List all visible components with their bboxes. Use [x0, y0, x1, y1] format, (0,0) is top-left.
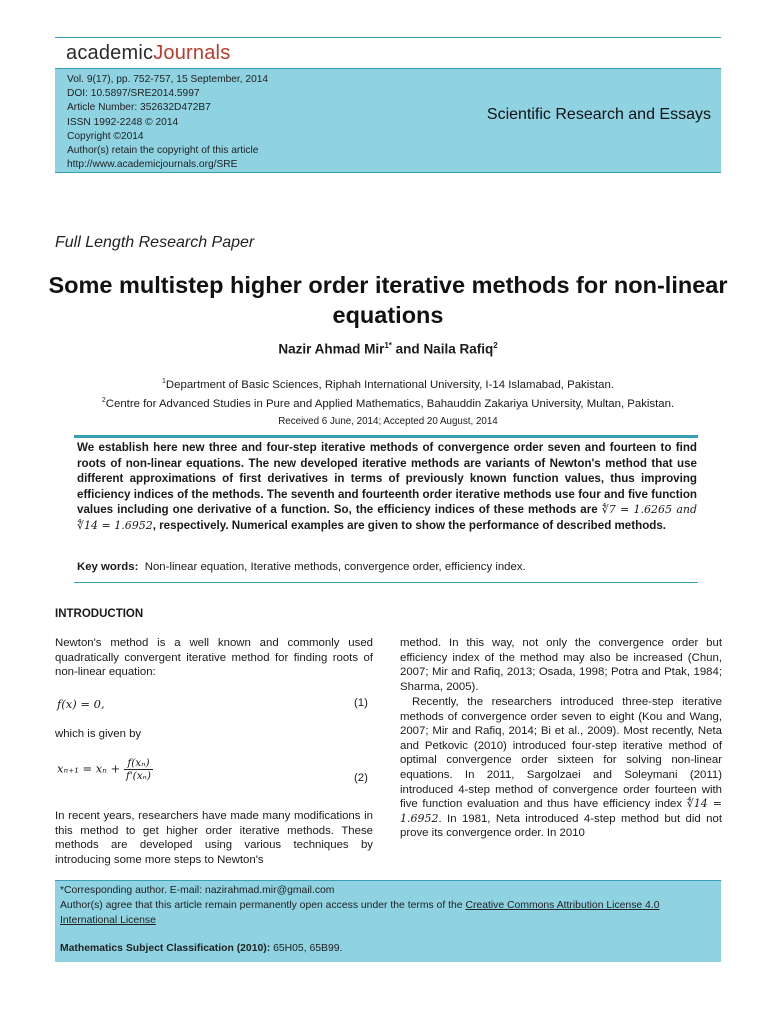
author-name: Naila Rafiq — [423, 341, 494, 357]
equation-number: (1) — [354, 697, 368, 709]
meta-line: DOI: 10.5897/SRE2014.5997 — [67, 88, 200, 100]
article-metadata — [67, 73, 268, 172]
article-info-box — [55, 68, 721, 173]
equation-number: (2) — [354, 772, 368, 784]
paper-title: Some multistep higher order iterative methods for non-linear equations — [48, 272, 728, 328]
body-paragraph: Newton's method is a well known and commonly used quadratically convergent iterative method for finding roots of non-linear equation: — [55, 637, 373, 679]
body-paragraph: method. In this way, not only the convergence order but efficiency index of the method may also be increased (Chun, 2007; Mir and Rafiq, 2013; Osada, 1998; Potra and Ptak, 1984; Sharma, 2005). — [400, 637, 722, 693]
author-affiliation-mark: 2 — [493, 341, 498, 350]
abstract-bottom-rule — [74, 582, 698, 583]
keywords-list: Non-linear equation, Iterative methods, convergence order, efficiency index. — [144, 561, 526, 573]
meta-line: ISSN 1992-2248 © 2014 — [67, 116, 179, 128]
abstract: We establish here new three and four-step iterative methods of convergence order seven and fourteen to find roots of non-linear equations. The new developed iterative methods are variants of Newton's method that use different approximations of first derivatives in terms of previously known function values, thus improving efficiency indices of the methods. The seventh and fourteenth order iterative methods use four and five function values including one derivative of a function. So, the efficiency indices of these methods are ∜7 = 1.6265 and ∜14 = 1.6952, respectively. Numerical examples are given to show the performance of described methods. — [77, 441, 698, 532]
footnote-box — [55, 880, 721, 962]
body-paragraph: In recent years, researchers have made many modifications in this method to get higher order iterative methods. These methods are developed using various techniques by introducing some more steps to Newton's — [55, 810, 373, 866]
license-note: Author(s) agree that this article remain permanently open access under the terms of the Creative Commons Attribution License 4.0 International License — [60, 900, 660, 926]
meta-line: Copyright ©2014 — [67, 130, 144, 142]
license-link[interactable]: Creative Commons Attribution License 4.0 International License — [60, 900, 660, 926]
publisher-logo: academicJournals — [66, 42, 231, 64]
keywords-label: Key words: — [77, 561, 139, 573]
equation-1: f(x) = 0, — [57, 697, 105, 711]
meta-line: Article Number: 352632D472B7 — [67, 102, 211, 114]
affiliation: $^2$Centre for Advanced Studies in Pure and Applied Mathematics, Bahauddin Zakariya University, Multan, Pakistan. — [101, 396, 675, 410]
paper-type-label: Full Length Research Paper — [55, 234, 255, 251]
author-list — [40, 341, 736, 357]
meta-line: Vol. 9(17), pp. 752-757, 15 September, 2014 — [67, 74, 269, 85]
msc-classification: Mathematics Subject Classification (2010): 65H05, 65B99. — [60, 943, 343, 954]
meta-line: Author(s) retain the copyright of this article — [67, 145, 259, 157]
corresponding-author: *Corresponding author. E-mail: nazirahmad.mir@gmail.com — [60, 885, 335, 896]
received-dates: Received 6 June, 2014; Accepted 20 August, 2014 — [278, 416, 498, 427]
abstract-top-rule — [74, 435, 698, 438]
affiliation: $^1$Department of Basic Sciences, Riphah International University, I-14 Islamabad, Pakistan. — [162, 378, 614, 391]
body-paragraph: which is given by — [55, 728, 142, 740]
author-separator: and — [391, 341, 424, 357]
author-name: Nazir Ahmad Mir — [278, 341, 385, 357]
meta-line-url[interactable]: http://www.academicjournals.org/SRE — [67, 159, 238, 171]
affiliations — [40, 374, 736, 412]
journal-name: Scientific Research and Essays — [486, 106, 711, 123]
author-affiliation-mark: 1* — [384, 341, 392, 350]
equation-2: xₙ₊₁ = xₙ + $\frac{\text{f(xₙ)}}{\text{f'(xₙ)}}$ — [57, 757, 152, 782]
keywords — [77, 561, 697, 573]
fraction: $\frac{\text{f(xₙ)}}{\text{f'(xₙ)}}$ — [125, 757, 152, 782]
body-paragraph: Recently, the researchers introduced three-step iterative methods of convergence order seven to eight (Kou and Wang, 2007; Mir and Rafiq, 2014; Bi et al., 2009). Most recently, Neta and Petkovic (2010) introduced four-step iterative method of optimal convergence order sixteen for solving non-linear equations. In 2011, Sargolzaei and Soleymani (2011) introduced 4-step method of convergence order fourteen with five function evaluation and thus have efficiency index ∜14 = 1.6952. In 1981, Neta introduced 4-step method but did not prove its convergence order. In 2010 — [400, 696, 722, 840]
header-rule — [55, 37, 721, 38]
efficiency-math: ∜7 = 1.6265 and ∜14 = 1.6952 — [77, 503, 698, 532]
section-heading: INTRODUCTION — [55, 608, 144, 620]
